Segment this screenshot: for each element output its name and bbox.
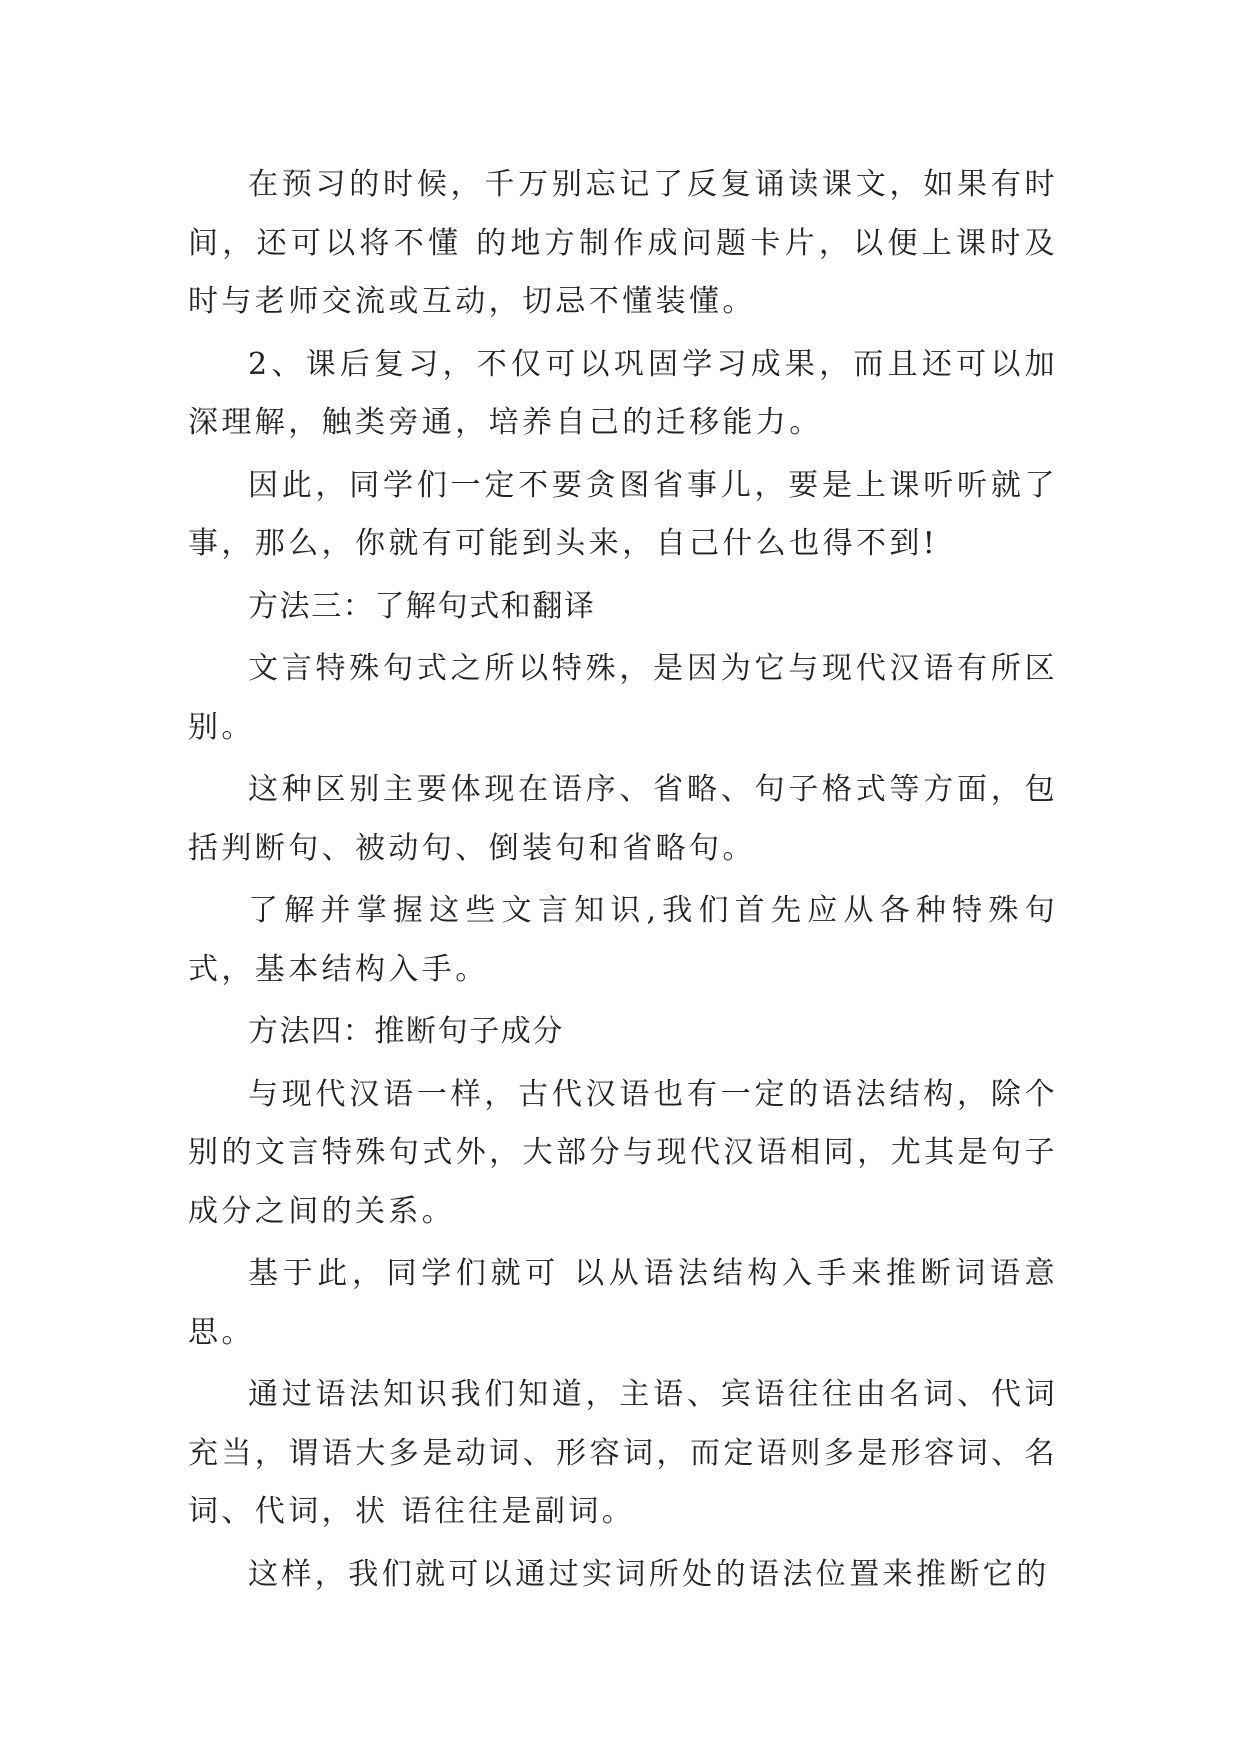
paragraph-preview-tips: 在预习的时候，千万别忘记了反复诵读课文，如果有时间，还可以将不懂 的地方制作成问题卡片，以便上课时及时与老师交流或互动，切忌不懂装懂。 (188, 167, 1058, 319)
paragraph-sentence-components: 通过语法知识我们知道，主语、宾语往往由名词、代词充当，谓语大多是动词、形容词，而定语则多是形容词、名词、代词，状 语往往是副词。 (188, 1377, 1058, 1529)
paragraph-grammar-structure: 与现代汉语一样，古代汉语也有一定的语法结构，除个别的文言特殊句式外，大部分与现代汉语相同，尤其是句子成分之间的关系。 (188, 1076, 1058, 1229)
paragraph-differences: 这种区别主要体现在语序、省略、句子格式等方面，包括判断句、被动句、倒装句和省略句。 (188, 772, 1058, 866)
section-heading-method-four: 方法四：推断句子成分 (248, 1014, 564, 1049)
paragraph-review-after-class: 2、课后复习，不仅可以巩固学习成果，而且还可以加深理解，触类旁通，培养自己的迁移能力。 (188, 346, 1058, 440)
paragraph-infer-by-position: 这样，我们就可以通过实词所处的语法位置来推断它的 (248, 1556, 1050, 1592)
paragraph-dont-slack: 因此，同学们一定不要贪图省事儿，要是上课听听就了事，那么，你就有可能到头来，自己什么也得不到! (188, 467, 1058, 561)
paragraph-master-knowledge: 了解并掌握这些文言知识,我们首先应从各种特殊句式，基本结构入手。 (188, 893, 1058, 987)
section-heading-method-three: 方法三：了解句式和翻译 (248, 588, 596, 624)
paragraph-infer-meaning: 基于此，同学们就可 以从语法结构入手来推断词语意思。 (188, 1256, 1058, 1350)
paragraph-special-sentences: 文言特殊句式之所以特殊，是因为它与现代汉语有所区别。 (188, 651, 1058, 745)
document-body (188, 156, 1058, 1608)
